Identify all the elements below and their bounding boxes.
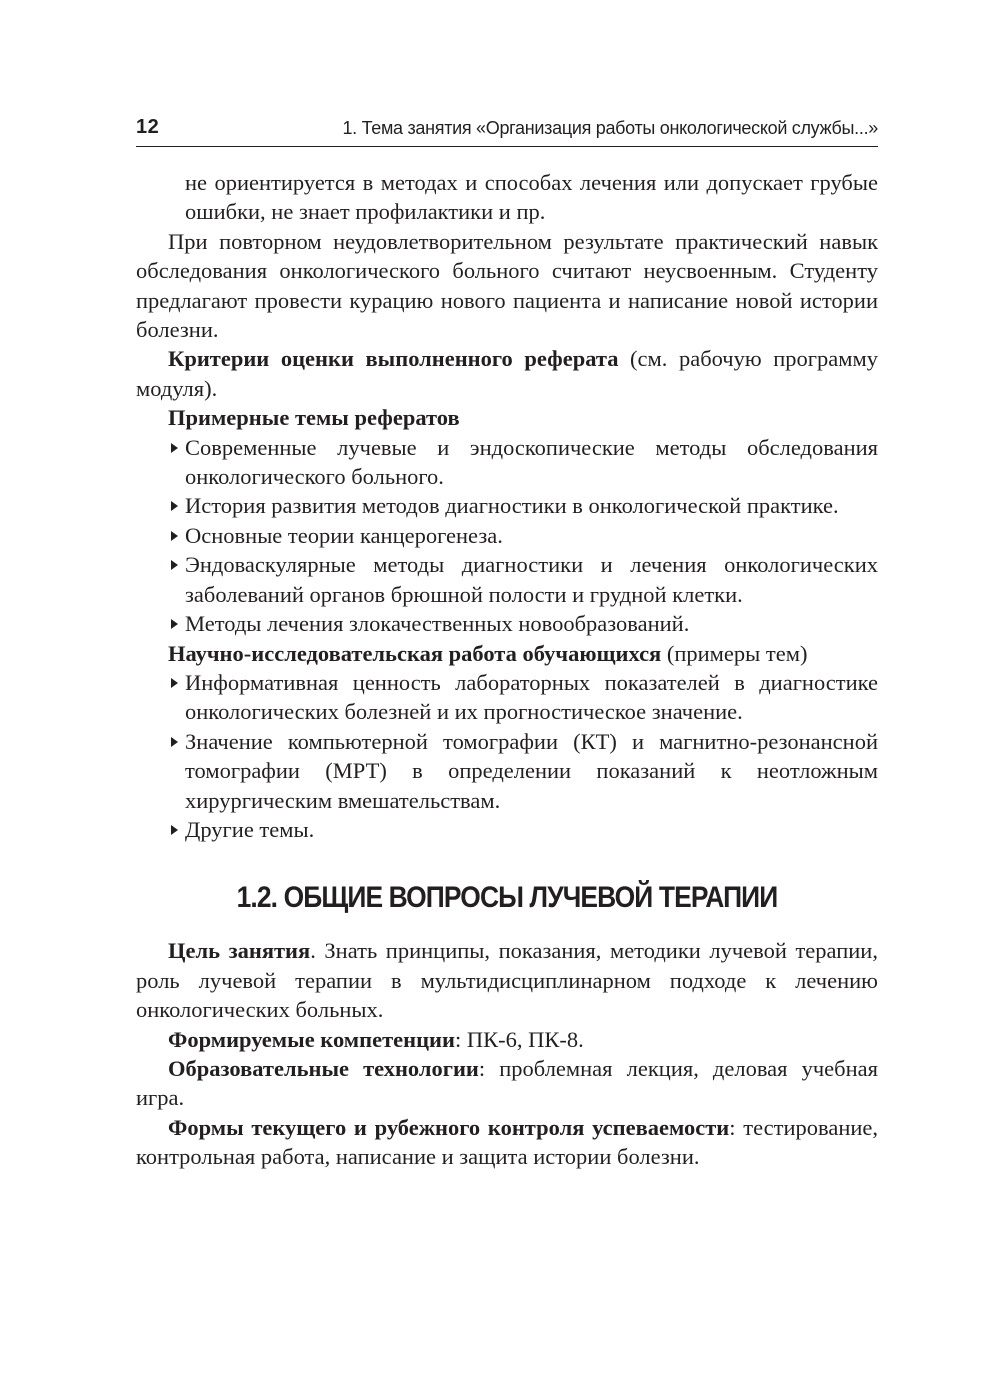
technologies-text: : проблемная лекция, деловая учебная игра. [136, 1055, 878, 1111]
running-title: 1. Тема занятия «Организация работы онкологической службы...» [342, 118, 878, 138]
list-item: Основные теории канцерогенеза. [136, 521, 878, 550]
section-heading: 1.2. ОБЩИЕ ВОПРОСЫ ЛУЧЕВОЙ ТЕРАПИИ [236, 881, 778, 915]
continued-list-text: не ориентируется в методах и способах лечения или допускает грубые ошибки, не знает профилактики и пр. [185, 170, 878, 225]
essay-criteria-paragraph [136, 344, 878, 403]
competencies-paragraph [136, 1025, 878, 1054]
technologies-paragraph [136, 1054, 878, 1113]
control-paragraph [136, 1113, 878, 1172]
technologies-label: Образовательные технологии [168, 1055, 479, 1081]
goal-label: Цель занятия [168, 938, 311, 964]
bullet-triangle-icon [171, 619, 178, 629]
control-text: : тестирование, контрольная работа, написание и защита истории болезни. [136, 1114, 879, 1170]
essay-criteria-text: (см. рабочую программу модуля). [136, 346, 878, 401]
list-item: История развития методов диагностики в онкологической практике. [136, 491, 878, 520]
repeat-result-paragraph: При повторном неудовлетворительном результате практический навык обследования онкологического больного считают неусвоенным. Студенту предлагают провести курацию нового пациента и написание новой истории болезни. [136, 228, 878, 343]
essay-topics-heading: Примерные темы рефератов [168, 405, 460, 431]
research-text: (примеры тем) [661, 640, 808, 666]
essay-topics-list [136, 433, 878, 639]
bullet-triangle-icon [171, 678, 178, 688]
running-header [136, 114, 878, 147]
list-item: Значение компьютерной томографии (КТ) и магнитно-резонансной томографии (МРТ) в определении показаний к неотложным хирургическим вмешательствам. [136, 727, 878, 815]
bullet-triangle-icon [171, 531, 178, 541]
competencies-text: : ПК-6, ПК-8. [454, 1026, 584, 1052]
bullet-triangle-icon [171, 825, 178, 835]
list-item: Эндоваскулярные методы диагностики и лечения онкологических заболеваний органов брюшной полости и грудной клетки. [136, 550, 878, 609]
list-item: Информативная ценность лабораторных показателей в диагностике онкологических болезней и их прогностическое значение. [136, 668, 878, 727]
goal-paragraph [136, 936, 878, 1024]
goal-text: . Знать принципы, показания, методики лучевой терапии, роль лучевой терапии в мультидисциплинарном подходе к лечению онкологических больных. [136, 938, 878, 1023]
bullet-triangle-icon [171, 501, 178, 511]
page-body [136, 168, 878, 1172]
list-item: Современные лучевые и эндоскопические методы обследования онкологического больного. [136, 433, 878, 492]
bullet-triangle-icon [171, 443, 178, 453]
control-label: Формы текущего и рубежного контроля успеваемости [168, 1114, 730, 1140]
competencies-label: Формируемые компетенции [168, 1026, 455, 1052]
list-item: Другие темы. [136, 815, 878, 844]
list-item: Методы лечения злокачественных новообразований. [136, 609, 878, 638]
research-paragraph [136, 639, 878, 668]
research-topics-list [136, 668, 878, 844]
research-label: Научно-исследовательская работа обучающихся [168, 640, 662, 666]
bullet-triangle-icon [171, 560, 178, 570]
essay-criteria-label: Критерии оценки выполненного реферата [168, 346, 619, 372]
bullet-triangle-icon [171, 737, 178, 747]
page-number: 12 [136, 116, 160, 138]
